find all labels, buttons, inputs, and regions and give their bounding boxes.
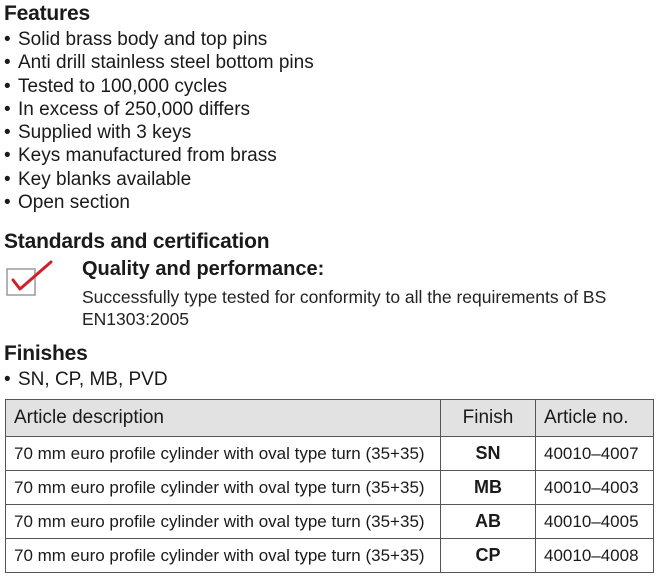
cell-finish: SN [441, 437, 536, 471]
list-item: • Solid brass body and top pins [4, 29, 268, 50]
cell-article-no: 40010–4007 [536, 437, 654, 471]
checkbox-check-icon [5, 258, 57, 298]
column-header-description: Article description [6, 400, 441, 437]
bullet-icon: • [4, 52, 11, 74]
cell-description: 70 mm euro profile cylinder with oval type turn (35+35) [6, 471, 441, 505]
table-row [6, 471, 654, 505]
cell-article-no: 40010–4008 [536, 539, 654, 573]
cell-finish: AB [441, 505, 536, 539]
bullet-icon: • [4, 192, 11, 214]
cell-description: 70 mm euro profile cylinder with oval type turn (35+35) [6, 437, 441, 471]
cell-finish: MB [441, 471, 536, 505]
list-item: • Tested to 100,000 cycles [4, 75, 228, 97]
bullet-icon: • [4, 29, 11, 50]
table-row [6, 505, 654, 539]
cell-article-no: 40010–4003 [536, 471, 654, 505]
bullet-icon: • [4, 369, 11, 390]
certification-title: Quality and performance: [82, 258, 325, 280]
list-item: • Open section [4, 192, 130, 214]
bullet-icon: • [4, 168, 11, 190]
bullet-icon: • [4, 75, 11, 97]
list-item: • Key blanks available [4, 168, 192, 190]
standards-heading: Standards and certification [4, 230, 270, 253]
table-header-row [6, 400, 654, 437]
list-item: • Keys manufactured from brass [4, 145, 277, 167]
cell-article-no: 40010–4005 [536, 505, 654, 539]
cell-description: 70 mm euro profile cylinder with oval type turn (35+35) [6, 539, 441, 573]
column-header-finish: Finish [441, 400, 536, 437]
column-header-article-no: Article no. [536, 400, 654, 437]
features-heading: Features [4, 2, 90, 25]
table-row [6, 437, 654, 471]
table-row [6, 539, 654, 573]
certification-text: Successfully type tested for conformity to all the requirements of BS EN1303:2005 [82, 287, 607, 329]
list-item: • Supplied with 3 keys [4, 122, 192, 144]
bullet-icon: • [4, 122, 11, 144]
bullet-icon: • [4, 145, 11, 167]
cell-description: 70 mm euro profile cylinder with oval type turn (35+35) [6, 505, 441, 539]
features-list [4, 28, 314, 214]
bullet-icon: • [4, 98, 11, 120]
list-item: • In excess of 250,000 differs [4, 98, 251, 120]
article-table [5, 399, 654, 573]
cell-finish: CP [441, 539, 536, 573]
list-item: • Anti drill stainless steel bottom pins [4, 52, 314, 74]
list-item: • SN, CP, MB, PVD [4, 369, 168, 390]
finishes-heading: Finishes [4, 342, 88, 365]
